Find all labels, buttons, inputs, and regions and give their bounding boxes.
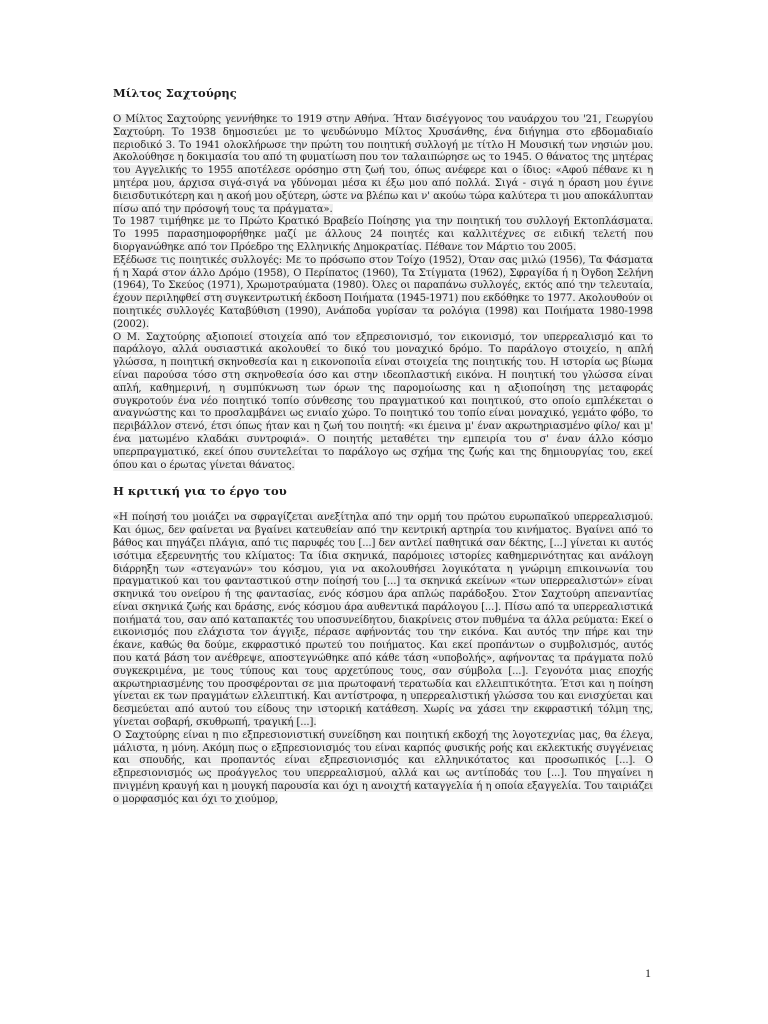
page-number: 1 <box>645 966 651 980</box>
page-title: Μίλτος Σαχτούρης <box>113 86 237 100</box>
critique-paragraph-1: «Η ποίησή του μοιάζει να σφραγίζεται ανεξίτηλα από την ορμή του πρώτου ευρωπαϊκού υπερρεαλισμού. Και όμως, δεν φαίνεται να βγαίνει κατευθείαν από την κεντρική αρτηρία του κινήματος. Βγαίνει από το βάθος και πηγάζει πλάγια, από τις παρυφές του [...] δεν αντλεί παθητικά σαν δέκτης, [...] γίνεται κι αυτός ισότιμα εξερευνητής του κλίματος: Τα ίδια σκηνικά, παρόμοιες ιστορίες καθημερινότητας και ανάλογη διάρρηξη των «στεγανών» του κόσμου, για να ακολουθήσει λογικότατα η γνώριμη επικοινωνία του πραγματικού και του φανταστικού στην ποίησή του [...] τα σκηνικά εκείνων «των υπερρεαλιστών» είναι σκηνικά του ονείρου ή της φαντασίας, ενός κόσμου άρα απλώς παράδοξου. Στον Σαχτούρη απεναντίας είναι σκηνικά ζωής και δράσης, ενός κόσμου άρα αυθεντικά παράλογου [...]. Πίσω από τα υπερρεαλιστικά ποιήματά του, σαν από καταπακτές του υποσυνείδητου, διακρίνεις στον πυθμένα τα άλλα ρεύματα: Εκεί ο εικονισμός που ελάχιστα τον άγγιξε, πέρασε αφήνοντάς του την εικόνα. Και αυτός την πήρε και την έκανε, καθώς θα δούμε, εκφραστικό πρωτεύ του ποιήματος. Και εκεί προπάντων ο συμβολισμός, αυτός που κατά βάση τον ανέθρεψε, αποστεγνώθηκε από κάθε τάση «υποβολής», αφήνοντας τα πράγματα πολύ συγκεκριμένα, με τους τύπους και τους αρχετύπους τους, σαν σύμβολα [...]. Γεγονότα μιας εποχής ακρωτηριασμένης του προσφέρονται σε μια πρωτοφανή τερατωδία και ελλειπτικότητα. Έτσι και η ποίηση γίνεται εκ των πραγμάτων ελλειπτική. Και αντίστροφα, η υπερρεαλιστική γλώσσα του και ενισχύεται και δεσμεύεται από αυτού του είδους την ιστορική κατάθεση. Χωρίς να χάσει την εκφραστική τόλμη της, γίνεται σοβαρή, σκυθρωπή, τραγική [...]. <box>113 512 653 729</box>
biography-paragraph-4: Ο Μ. Σαχτούρης αξιοποιεί στοιχεία από τον εξπρεσιονισμό, τον εικονισμό, τον υπερρεαλισμό και το παράλογο, αλλά ουσιαστικά ακολουθεί το δικό του μοναχικό δρόμο. Το παράλογο στοιχείο, η απλή γλώσσα, η ποιητική σκηνοθεσία και η εικονοποιΐα είναι στοιχεία της ποιητικής του. Η ιστορία ως βίωμα είναι παρούσα τόσο στη σκηνοθεσία όσο και στην ιδεοπλαστική εικόνα. Η ποιητική του γλώσσα είναι απλή, καθημερινή, η συμπύκνωση των όρων της παρομοίωσης και η αξιοποίηση της μεταφοράς συγκροτούν ένα νέο ποιητικό τοπίο σύνθεσης του πραγματικού και ποιητικού, στο οποίο εμπλέκεται ο αναγνώστης και το προσλαμβάνει ως ενιαίο χώρο. Το ποιητικό του τοπίο είναι μοναχικό, γεμάτο φόβο, το περιβάλλον στενό, έτσι όπως ήταν και η ζωή του ποιητή: «κι έμεινα μ' έναν ακρωτηριασμένο φίλο/ και μ' ένα ματωμένο κλαδάκι συντροφιά». Ο ποιητής μεταθέτει την εμπειρία του σ' έναν άλλο κόσμο υπερπραγματικό, εκεί όπου συντελείται το παράλογο ως σχήμα της ζωής και της δημιουργίας του, εκεί όπου και ο έρωτας γίνεται θάνατος. <box>113 331 653 471</box>
biography-paragraph-3: Εξέδωσε τις ποιητικές συλλογές: Με το πρόσωπο στον Τοίχο (1952), Όταν σας μιλώ (1956), Τα Φάσματα ή η Χαρά στον άλλο Δρόμο (1958), Ο Περίπατος (1960), Τα Στίγματα (1962), Σφραγίδα ή η Όγδοη Σελήνη (1964), Το Σκεύος (1971), Χρωμοτραύματα (1980). Όλες οι παραπάνω συλλογές, εκτός από την τελευταία, έχουν περιληφθεί στη συγκεντρωτική έκδοση Ποιήματα (1945-1971) που εκδόθηκε το 1977. Ακολουθούν οι ποιητικές συλλογές Καταβύθιση (1990), Ανάποδα γυρίσαν τα ρολόγια (1998) και Ποιήματα 1980-1998 (2002). <box>113 254 653 330</box>
biography-paragraph-2: Το 1987 τιμήθηκε με το Πρώτο Κρατικό Βραβείο Ποίησης για την ποιητική του συλλογή Εκτοπλάσματα. Το 1995 παρασημοφορήθηκε μαζί με άλλους 24 ποιητές και καλλιτέχνες σε ειδική τελετή που διοργανώθηκε από τον Πρόεδρο της Ελληνικής Δημοκρατίας. Πέθανε τον Μάρτιο του 2005. <box>113 216 653 253</box>
biography-paragraph-1: Ο Μίλτος Σαχτούρης γεννήθηκε το 1919 στην Αθήνα. Ήταν δισέγγονος του ναυάρχου του '21, Γεωργίου Σαχτούρη. Το 1938 δημοσιεύει με το ψευδώνυμο Μίλτος Χρυσάνθης, ένα διήγημα στο εβδομαδιαίο περιοδικό 3. Το 1941 ολοκλήρωσε την πρώτη του ποιητική συλλογή με τίτλο Η Μουσική των νησιών μου. Ακολούθησε η δοκιμασία του από τη φυματίωση που τον ταλαιπώρησε ως το 1945. Ο θάνατος της μητέρας του Αγγελικής το 1955 αποτέλεσε ορόσημο στη ζωή του, όπως ανέφερε και ο ίδιος: «Αφού πέθανε κι η μητέρα μου, άρχισα σιγά-σιγά να γδύνομαι μέσα κι έξω μου από πολλά. Σιγά - σιγά η όραση μου έγινε διεισδυτικότερη και η ακοή μου οξύτερη, ώστε να βλέπω και ν' ακούω τώρα καλύτερα τι μου αποκάλυπταν πίσω από την πρόσοψή τους τα πράγματα». <box>113 114 653 215</box>
critique-paragraph-2: Ο Σαχτούρης είναι η πιο εξπρεσιονιστική συνείδηση και ποιητική εκδοχή της λογοτεχνίας μας, θα έλεγα, μάλιστα, η μόνη. Ακόμη πως ο εξπρεσιονισμός του είναι καρπός φυσικής ροής και εκλεκτικής συγγένειας και σπουδής, και προπαντός είναι εξπρεσιονισμός και ελληνικότατος και προσωπικός [...]. Ο εξπρεσιονισμός ως προάγγελος του υπερρεαλισμού, αλλά και ως αντίποδάς του [...]. Του πηγαίνει η πνιγμένη κραυγή και η μουγκή παρουσία και όχι η ανοιχτή καταγγελία ή η οποία εξαγγελία. Του ταιριάζει ο μορφασμός και όχι το χιούμορ, <box>113 729 653 805</box>
section-heading: Η κριτική για το έργο του <box>113 484 287 499</box>
document-page <box>113 86 653 807</box>
